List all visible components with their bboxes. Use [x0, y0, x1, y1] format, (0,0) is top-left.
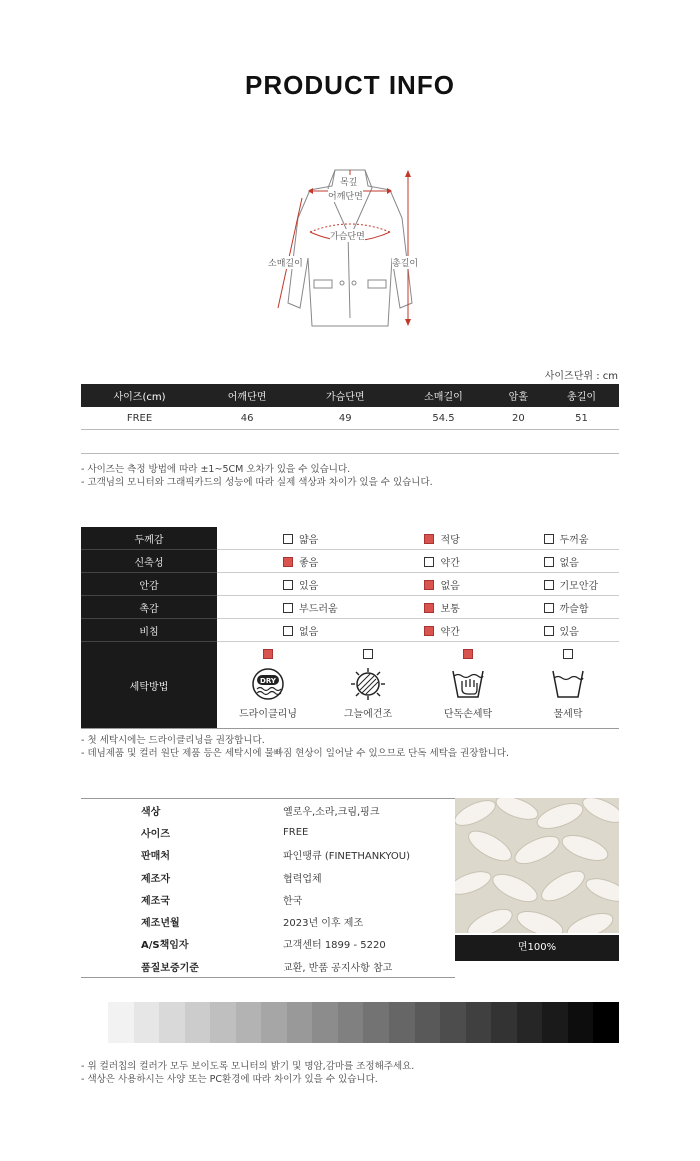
checkbox: [463, 649, 473, 659]
checkbox: [544, 580, 554, 590]
table-row: [81, 844, 455, 866]
diagram-label-chest: 가슴단면: [330, 229, 365, 242]
checkbox: [263, 649, 273, 659]
info-key: 사이즈: [141, 828, 170, 840]
checkbox: [424, 534, 434, 544]
table-row: [81, 799, 455, 822]
info-value: 옐로우,소라,크림,핑크: [283, 806, 380, 818]
property-label: 신축성: [81, 550, 217, 573]
size-table-header: 소매길이: [394, 384, 492, 407]
checkbox: [424, 603, 434, 613]
property-option: [358, 527, 477, 550]
info-key: 제조자: [141, 873, 170, 885]
checkbox: [424, 626, 434, 636]
info-key: 제조년월: [141, 918, 180, 930]
property-option: [358, 550, 477, 573]
fabric-image: [455, 798, 619, 933]
option-label: 없음: [299, 626, 319, 638]
product-info-table: [81, 798, 455, 978]
checkbox: [544, 603, 554, 613]
checkbox: [563, 649, 573, 659]
table-row: [81, 642, 619, 729]
property-option: [217, 619, 358, 642]
property-option: [217, 527, 358, 550]
washing-item: [218, 643, 318, 720]
checkbox: [544, 557, 554, 567]
checkbox: [283, 626, 293, 636]
size-note: - 고객님의 모니터와 그래픽카드의 성능에 따라 실제 색상과 차이가 있을 수 있습니다.: [81, 477, 433, 488]
svg-text:DRY: DRY: [260, 677, 276, 685]
gray-swatch: [389, 1002, 415, 1043]
washing-item-label: 단독손세탁: [443, 709, 493, 720]
checkbox: [544, 534, 554, 544]
gray-swatch: [517, 1002, 543, 1043]
table-row: [81, 407, 619, 430]
gray-swatch: [185, 1002, 211, 1043]
table-row: [81, 955, 455, 978]
diagram-label-sleeve: 소매길이: [268, 256, 303, 269]
size-cell: 46: [198, 407, 296, 430]
gray-swatch: [466, 1002, 492, 1043]
footer-note: - 색상은 사용하시는 사양 또는 PC환경에 따라 차이가 있을 수 있습니다.: [81, 1074, 378, 1085]
option-label: 부드러움: [299, 603, 338, 615]
washing-item: [518, 643, 618, 720]
info-value: 2023년 이후 제조: [283, 918, 364, 930]
table-row: [81, 933, 455, 955]
size-table-header: 암홀: [493, 384, 545, 407]
checkbox: [363, 649, 373, 659]
option-label: 까슬함: [559, 603, 589, 615]
info-key: 제조국: [141, 895, 170, 907]
gray-swatch: [312, 1002, 338, 1043]
table-row: [81, 866, 455, 888]
info-value: 협력업체: [283, 873, 322, 885]
gray-scale-chart: [108, 1002, 619, 1043]
property-option: [478, 527, 620, 550]
dry-clean-icon: [218, 667, 318, 701]
properties-table: [81, 527, 619, 729]
size-table-header: 총길이: [544, 384, 619, 407]
gray-swatch: [415, 1002, 441, 1043]
jacket-size-diagram: [250, 158, 450, 338]
gray-swatch: [210, 1002, 236, 1043]
gray-swatch: [568, 1002, 594, 1043]
table-row: [81, 888, 455, 910]
option-label: 없음: [559, 557, 579, 569]
size-cell: 54.5: [394, 407, 492, 430]
page-title: PRODUCT INFO: [245, 70, 455, 100]
gray-swatch: [440, 1002, 466, 1043]
table-row: [81, 596, 619, 619]
size-cell: FREE: [81, 407, 198, 430]
size-note: - 사이즈는 측정 방법에 따라 ±1~5CM 오차가 있을 수 있습니다.: [81, 464, 351, 475]
washing-label: 세탁방법: [81, 642, 217, 729]
footer-note: - 위 컬러칩의 컬러가 모두 보이도록 모니터의 밝기 및 명암,감마를 조정해주세요.: [81, 1061, 415, 1072]
table-row: [81, 821, 455, 843]
size-table-header-row: [81, 384, 619, 407]
footer-notes: [81, 1060, 414, 1086]
info-key: 색상: [141, 806, 161, 818]
option-label: 기모안감: [559, 580, 599, 592]
gray-swatch: [261, 1002, 287, 1043]
size-table: [81, 384, 619, 454]
info-value: FREE: [283, 826, 309, 838]
option-label: 있음: [559, 626, 579, 638]
water-wash-icon: [518, 667, 618, 701]
gray-swatch: [134, 1002, 160, 1043]
size-table-header: 어깨단면: [198, 384, 296, 407]
option-label: 약간: [440, 557, 460, 569]
gray-swatch: [236, 1002, 262, 1043]
property-label: 비침: [81, 619, 217, 642]
washing-item: [318, 643, 418, 720]
table-row: [81, 550, 619, 573]
info-key: 품질보증기준: [141, 962, 199, 974]
wash-note: - 데님제품 및 컬러 원단 제품 등은 세탁시에 물빠짐 현상이 일어날 수 있으므로 단독 세탁을 권장합니다.: [81, 748, 510, 759]
size-table-header: 가슴단면: [296, 384, 394, 407]
size-cell: 51: [544, 407, 619, 430]
option-label: 적당: [440, 534, 460, 546]
checkbox: [283, 557, 293, 567]
checkbox: [283, 534, 293, 544]
size-cell: 20: [493, 407, 545, 430]
property-option: [478, 573, 620, 596]
checkbox: [283, 603, 293, 613]
gray-swatch: [159, 1002, 185, 1043]
diagram-label-shoulder: 어깨단면: [328, 189, 363, 202]
table-row: [81, 910, 455, 932]
property-option: [358, 573, 477, 596]
property-option: [217, 596, 358, 619]
table-row: [81, 527, 619, 550]
info-value: 한국: [283, 895, 303, 907]
option-label: 없음: [440, 580, 460, 592]
checkbox: [544, 626, 554, 636]
info-key: 판매처: [141, 851, 170, 863]
info-key: A/S책임자: [141, 940, 189, 952]
size-table-header: 사이즈(cm): [81, 384, 198, 407]
diagram-label-length: 총길이: [392, 256, 418, 269]
checkbox: [424, 557, 434, 567]
wash-note: - 첫 세탁시에는 드라이클리닝을 권장합니다.: [81, 735, 265, 746]
washing-item-label: 드라이클리닝: [239, 709, 297, 720]
property-option: [217, 550, 358, 573]
table-row: [81, 573, 619, 596]
washing-item: [418, 643, 518, 720]
washing-item-label: 그늘에건조: [343, 709, 393, 720]
table-row-empty: [81, 430, 619, 454]
option-label: 있음: [299, 580, 319, 592]
table-row: [81, 619, 619, 642]
property-option: [478, 596, 620, 619]
shade-dry-icon: [318, 667, 418, 701]
diagram-label-neck: 목깊: [340, 175, 357, 188]
gray-swatch: [491, 1002, 517, 1043]
property-option: [478, 550, 620, 573]
property-option: [358, 619, 477, 642]
size-notes: [81, 463, 433, 489]
size-unit-label: 사이즈단위 : cm: [544, 371, 618, 382]
info-value: 교환, 반품 공지사항 참고: [283, 962, 393, 974]
size-cell: 49: [296, 407, 394, 430]
gray-swatch: [338, 1002, 364, 1043]
washing-options: [217, 642, 619, 729]
option-label: 보통: [440, 603, 460, 615]
gray-swatch: [542, 1002, 568, 1043]
gray-swatch: [363, 1002, 389, 1043]
wash-notes: [81, 734, 509, 760]
option-label: 두꺼움: [559, 534, 589, 546]
checkbox: [424, 580, 434, 590]
option-label: 약간: [440, 626, 460, 638]
gray-swatch: [108, 1002, 134, 1043]
info-value: 고객센터 1899 - 5220: [283, 940, 386, 952]
gray-swatch: [287, 1002, 313, 1043]
property-label: 두께감: [81, 527, 217, 550]
fabric-composition-label: 면100%: [455, 935, 619, 961]
property-label: 안감: [81, 573, 217, 596]
info-value: 파인땡큐 (FINETHANKYOU): [283, 851, 411, 863]
hand-wash-icon: [418, 667, 518, 701]
washing-item-label: 물세탁: [553, 709, 583, 720]
property-option: [217, 573, 358, 596]
property-label: 촉감: [81, 596, 217, 619]
option-label: 좋음: [299, 557, 319, 569]
property-option: [358, 596, 477, 619]
property-option: [478, 619, 620, 642]
knit-texture-icon: [455, 798, 619, 933]
checkbox: [283, 580, 293, 590]
option-label: 얇음: [299, 534, 319, 546]
gray-swatch: [593, 1002, 619, 1043]
